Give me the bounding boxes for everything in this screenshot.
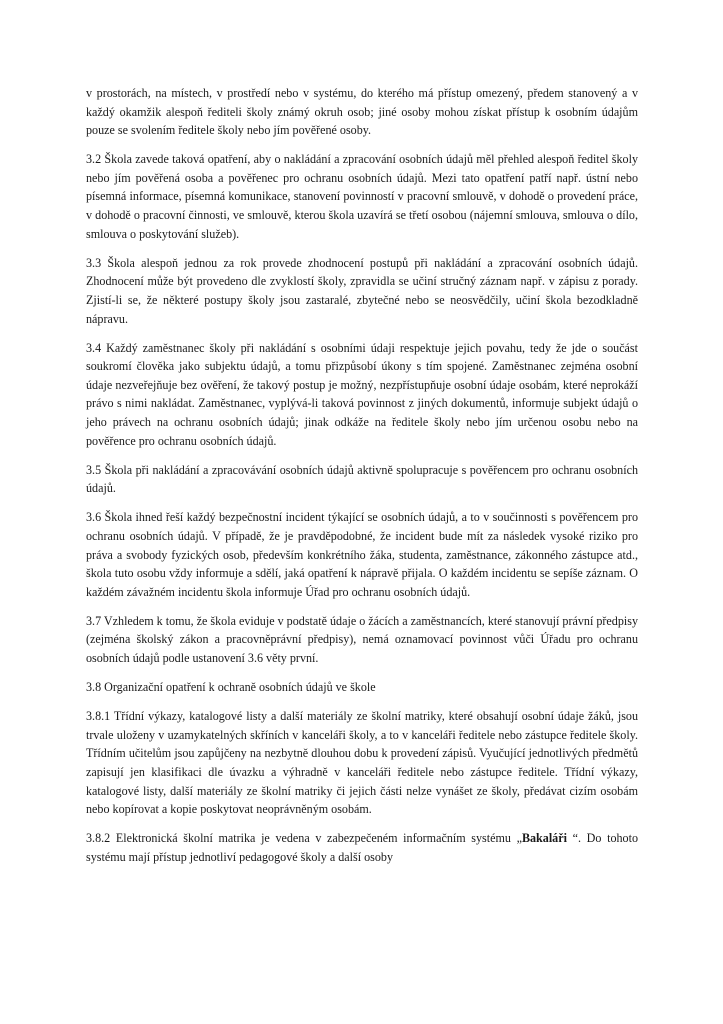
paragraph-3-7: 3.7 Vzhledem k tomu, že škola eviduje v podstatě údaje o žácích a zaměstnancích, které stanovují právní předpisy (zejména školský zákon a pracovněprávní předpisy), nemá oznamovací povinnost vůči Úřadu pro ochranu osobních údajů podle ustanovení 3.6 věty první. bbox=[86, 613, 638, 666]
paragraph-3-8-2-start: 3.8.2 Elektronická školní matrika je vedena v zabezpečeném informačním systému „ bbox=[86, 831, 522, 846]
paragraph-3-3: 3.3 Škola alespoň jednou za rok provede zhodnocení postupů při nakládání a zpracování osobních údajů. Zhodnocení může být provedeno dle zvyklostí školy, zpravidla se učiní stručný záznam např. v zápisu z porady. Zjistí-li se, že některé postupy školy jsou zastaralé, zbytečné nebo se neosvědčily, učiní škola bezodkladně nápravu. bbox=[86, 255, 638, 326]
paragraph-3-4: 3.4 Každý zaměstnanec školy při nakládání s osobními údaji respektuje jejich povahu, tedy že jde o součást soukromí člověka jako subjektu údajů, a tomu přizpůsobí úkony s tím spojené. Zaměstnanec zejména osobní údaje nezveřejňuje bez ověření, že takový postup je možný, nezpřístupňuje osobní údaje osobám, které neprokáží právo s nimi nakládat. Zaměstnanec, vyplývá-li taková povinnost z jiných dokumentů, informuje subjekt údajů o jeho právech na ochranu osobních údajů; jinak odkáže na ředitele školy nebo jím určenou osobu nebo na pověřence pro ochranu osobních údajů. bbox=[86, 340, 638, 448]
paragraph-3-6: 3.6 Škola ihned řeší každý bezpečnostní incident týkající se osobních údajů, a to v součinnosti s pověřencem pro ochranu osobních údajů. V případě, že je pravděpodobné, že incident bude mít za následek vysoké riziko pro práva a svobody fyzických osob, především konkrétního žáka, studenta, zaměstnance, zákonného zástupce atd., škola tuto osobu vždy informuje a sdělí, jaká opatření k nápravě přijala. O každém incidentu se sepíše záznam. O každém závažném incidentu škola informuje Úřad pro ochranu osobních údajů. bbox=[86, 510, 638, 599]
section-heading-3-8: 3.8 Organizační opatření k ochraně osobních údajů ve škole bbox=[86, 680, 376, 695]
paragraph-3-2: 3.2 Škola zavede taková opatření, aby o nakládání a zpracování osobních údajů měl přehled alespoň ředitel školy nebo jím pověřená osoba a pověřenec pro ochranu osobních údajů. Mezi tato opatření patří např. ústní nebo písemná informace, písemná komunikace, stanovení povinností v pracovní smlouvě, v dohodě o provedení práce, v dohodě o pracovní činnosti, ve smlouvě, kterou škola uzavírá se třetí osobou (nájemní smlouva, smlouva o dílo, smlouva o poskytování služeb). bbox=[86, 152, 638, 241]
document-body bbox=[86, 84, 638, 877]
paragraph-3-5: 3.5 Škola při nakládání a zpracovávání osobních údajů aktivně spolupracuje s pověřencem pro ochranu osobních údajů. bbox=[86, 462, 638, 496]
system-name-bakalari: Bakaláři bbox=[521, 831, 567, 846]
paragraph-3-8-2 bbox=[86, 829, 638, 866]
paragraph-intro-continuation: v prostorách, na místech, v prostředí nebo v systému, do kterého má přístup omezený, předem stanovený a v každý okamžik alespoň řediteli školy známý okruh osob; jiné osoby mohou získat přístup k osobním údajům pouze se svolením ředitele školy nebo jím pověřené osoby. bbox=[86, 86, 638, 138]
paragraph-3-8-2-end: “. Do tohoto systému mají přístup jednotliví pedagogové školy a další osoby bbox=[86, 831, 638, 864]
paragraph-3-8-1: 3.8.1 Třídní výkazy, katalogové listy a další materiály ze školní matriky, které obsahují osobní údaje žáků, jsou trvale uloženy v uzamykatelných skříních v kanceláři školy, a to v kanceláři ředitele nebo zástupce ředitele školy. Třídním učitelům jsou zapůjčeny na nezbytně dlouhou dobu k provedení zápisů. Vyučující jednotlivých předmětů zapisují jen klasifikaci dle úvazku a výhradně v kanceláři ředitele nebo zástupce ředitele. Třídní výkazy, katalogové listy, další materiály ze školní matriky či jejich části nelze vynášet ze školy, předávat cizím osobám nebo kopírovat a kopie poskytovat neoprávněným osobám. bbox=[86, 709, 638, 817]
